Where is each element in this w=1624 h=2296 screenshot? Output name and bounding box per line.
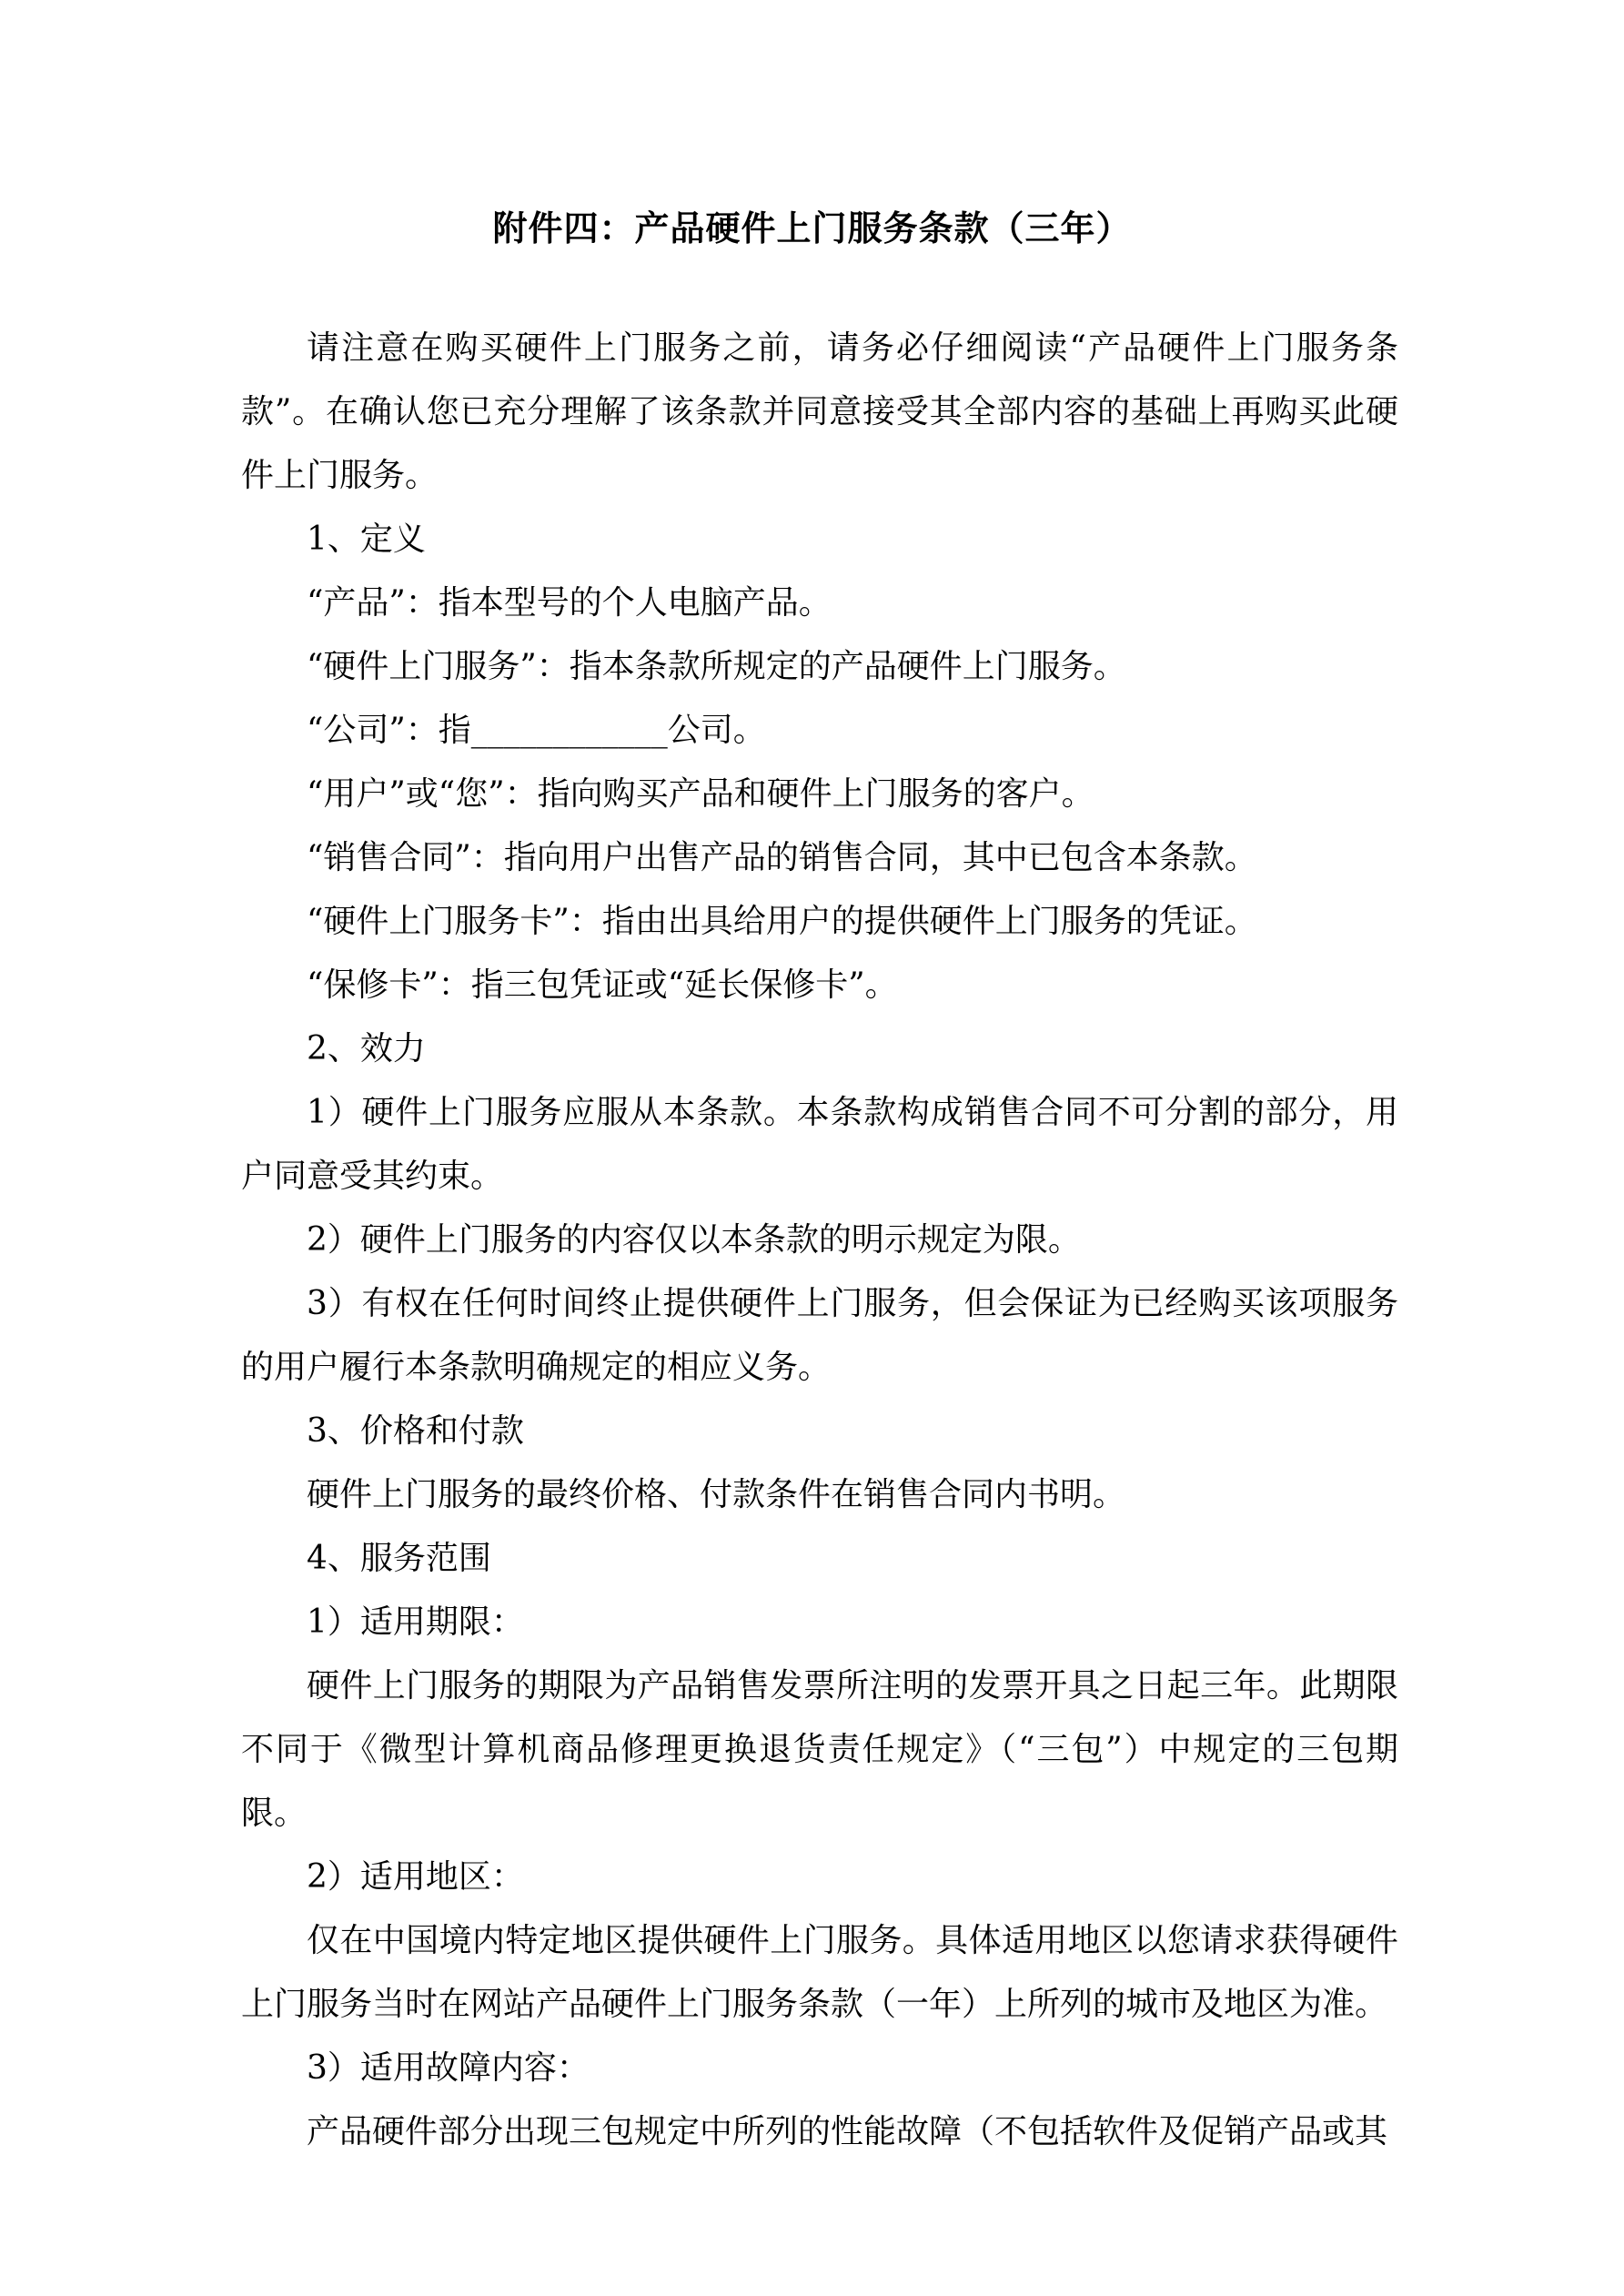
paragraph-applicable-region: 仅在中国境内特定地区提供硬件上门服务。具体适用地区以您请求获得硬件上门服务当时在网站产品硬件上门服务条款（一年）上所列的城市及地区为准。 [241,1922,1398,2023]
subheading-applicable-region: 2）适用地区： [307,1858,524,1896]
paragraph-definition-onsite-service: “硬件上门服务”：指本条款所规定的产品硬件上门服务。 [307,648,1126,685]
section-heading-definitions: 1、定义 [307,521,426,558]
paragraph-definition-sales-contract: “销售合同”：指向用户出售产品的销售合同，其中已包含本条款。 [307,839,1257,876]
subheading-applicable-period: 1）适用期限： [307,1603,524,1641]
paragraph-applicable-faults: 产品硬件部分出现三包规定中所列的性能故障（不包括软件及促销产品或其 [307,2113,1388,2150]
document-title: 附件四：产品硬件上门服务条款（三年） [492,207,1132,248]
section-heading-price-payment: 3、价格和付款 [307,1412,524,1450]
document-body [241,317,1398,2164]
paragraph-definition-user: “用户”或“您”：指向购买产品和硬件上门服务的客户。 [307,775,1094,813]
paragraph-applicable-period: 硬件上门服务的期限为产品销售发票所注明的发票开具之日起三年。此期限不同于《微型计算机商品修理更换退货责任规定》（“三包”）中规定的三包期限。 [241,1667,1398,1832]
paragraph-definition-product: “产品”：指本型号的个人电脑产品。 [307,584,832,622]
paragraph-effect-1: 1）硬件上门服务应服从本条款。本条款构成销售合同不可分割的部分，用户同意受其约束。 [241,1094,1398,1195]
paragraph-definition-service-card: “硬件上门服务卡”：指由出具给用户的提供硬件上门服务的凭证。 [307,903,1257,940]
section-heading-service-scope: 4、服务范围 [307,1540,491,1577]
paragraph-effect-3: 3）有权在任何时间终止提供硬件上门服务，但会保证为已经购买该项服务的用户履行本条款明确规定的相应义务。 [241,1285,1398,1386]
paragraph-price-payment: 硬件上门服务的最终价格、付款条件在销售合同内书明。 [307,1476,1126,1513]
subheading-applicable-faults: 3）适用故障内容： [307,2049,590,2087]
paragraph-effect-2: 2）硬件上门服务的内容仅以本条款的明示规定为限。 [307,1221,1081,1259]
section-heading-effect: 2、效力 [307,1030,426,1067]
paragraph-intro: 请注意在购买硬件上门服务之前，请务必仔细阅读“产品硬件上门服务条款”。在确认您已充分理解了该条款并同意接受其全部内容的基础上再购买此硬件上门服务。 [241,329,1398,494]
paragraph-definition-warranty-card: “保修卡”：指三包凭证或“延长保修卡”。 [307,966,898,1004]
paragraph-definition-company-blank: “公司”：指____________公司。 [307,712,766,749]
